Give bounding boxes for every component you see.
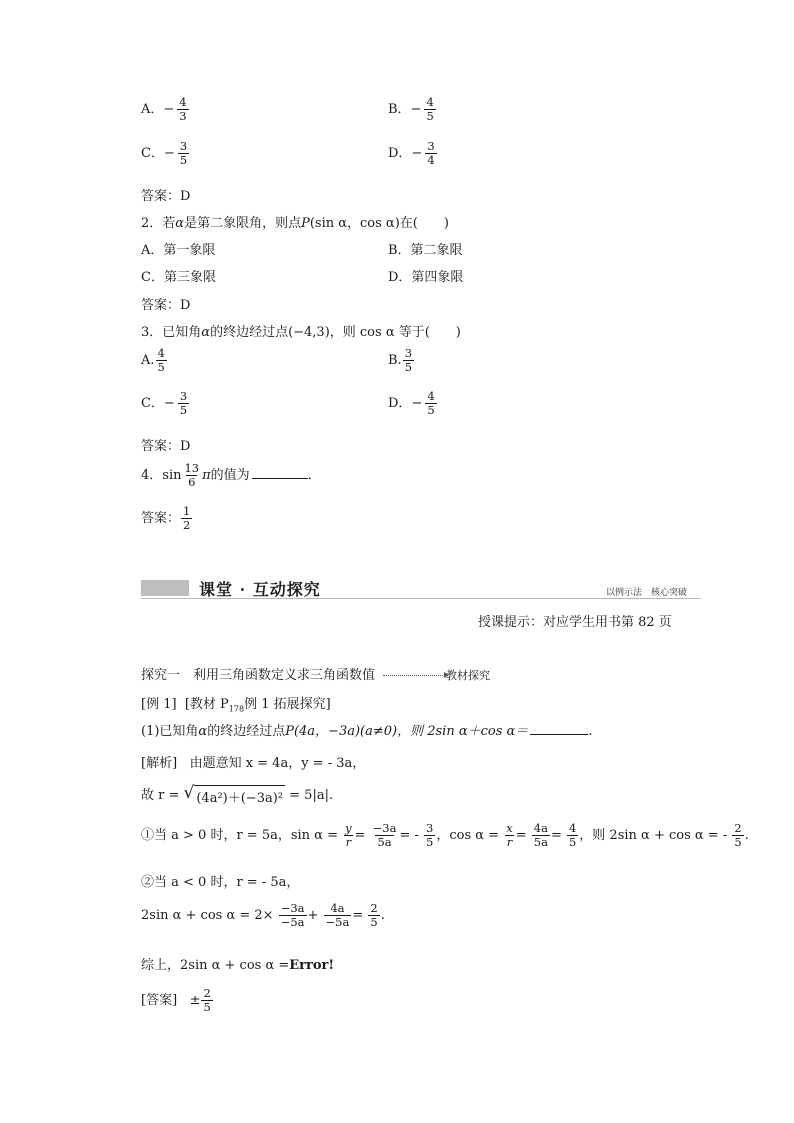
analysis-line: [141, 752, 365, 771]
fraction-denominator: 5: [370, 915, 378, 930]
q1-option-b: [388, 96, 437, 123]
fraction-numerator: 4: [568, 821, 577, 835]
case1-mid: ，cos α =: [436, 828, 500, 844]
section-hint: 授课提示：对应学生用书第 82 页: [478, 615, 672, 630]
q2-option-b: B．第二象限: [388, 243, 463, 258]
case1-frac-5: [532, 822, 550, 849]
fraction-numerator: 2: [203, 986, 211, 1000]
radius-post: = 5|a|.: [289, 788, 334, 803]
fraction-denominator: 5a: [533, 835, 548, 850]
analysis-label: [解析]: [141, 756, 178, 771]
fraction-denominator: r: [345, 835, 352, 850]
calc-line: 2sin α + cos α = 2× $\frac{-3a}{-5a}$ + $\frac{4a}{-5a}$ = $\frac{2}{5}$ .: [141, 901, 385, 930]
fraction-numerator: 3: [426, 821, 434, 835]
case1-frac-1: [343, 822, 354, 849]
q4-stem-pre: 4．sin: [141, 468, 182, 484]
q2-stem: [141, 212, 449, 231]
q2-answer: 答案：D: [141, 298, 191, 313]
fraction-denominator: 5: [179, 403, 188, 418]
fraction-numerator: 4: [179, 95, 187, 109]
q3-option-d-fraction: [425, 390, 436, 417]
problem-pre: (1)已知角: [141, 724, 199, 739]
final-answer-fraction: [201, 987, 212, 1014]
q3-option-b-label: B.: [388, 353, 402, 369]
q1-option-c-sign: −: [163, 146, 175, 162]
fraction-denominator: r: [506, 835, 513, 850]
q1-option-d: [388, 140, 438, 167]
fraction-denominator: 5: [203, 1000, 211, 1015]
q1-option-c: [141, 140, 190, 167]
q3-stem: [141, 321, 461, 340]
q1-option-c-label: C．: [141, 146, 164, 162]
section-divider: [141, 598, 701, 599]
fraction-numerator: 2: [734, 821, 742, 835]
q3-option-d-sign: −: [411, 396, 423, 412]
fraction-numerator: 3: [427, 139, 435, 153]
fraction-numerator: −3a: [372, 821, 397, 835]
q4-pi: π: [202, 468, 211, 484]
example-source-page: 178: [228, 704, 245, 714]
summary-pre: 综上，2sin α + cos α =: [141, 958, 290, 973]
example-label: [例 1]: [141, 697, 177, 712]
q3-option-a: [141, 347, 168, 374]
final-answer-sign: ±: [189, 993, 201, 1009]
case1-frac-2: [371, 822, 399, 849]
q4-answer: [141, 505, 193, 532]
fraction-numerator: 4a: [330, 901, 345, 915]
fraction-denominator: 2: [183, 518, 191, 533]
fraction-numerator: 2: [370, 901, 378, 915]
sqrt-expression: [184, 785, 286, 806]
fraction-denominator: 5: [427, 403, 435, 418]
fraction-denominator: 5: [426, 835, 434, 850]
fraction-denominator: 5: [157, 360, 165, 375]
radius-line: [141, 784, 333, 806]
problem-answer-blank: [530, 722, 588, 735]
q3-option-a-fraction: [156, 347, 167, 374]
q4-fraction: [182, 462, 201, 489]
fraction-denominator: 5: [426, 109, 434, 124]
case1-frac-4: [504, 822, 515, 849]
q1-option-c-fraction: [178, 140, 189, 167]
q1-option-a: [141, 96, 190, 123]
q3-answer: 答案：D: [141, 439, 191, 454]
q1-option-a-label: A．: [141, 102, 164, 118]
q4-answer-label: 答案：: [141, 511, 181, 527]
q2-option-a: A．第一象限: [141, 243, 216, 258]
analysis-text: 由题意知 x = 4a，y = - 3a，: [189, 756, 366, 771]
fraction-numerator: 4: [427, 389, 435, 403]
q4-answer-fraction: [181, 505, 192, 532]
q2-alpha: α: [175, 216, 185, 231]
q1-option-b-fraction: [424, 96, 435, 123]
summary-error: Error!: [289, 958, 335, 973]
example-problem: [141, 720, 592, 739]
case1-frac-3: [424, 822, 435, 849]
fraction-numerator: 4a: [533, 821, 548, 835]
example-source-pre: [教材 P: [184, 697, 229, 712]
fraction-numerator: y: [345, 821, 352, 835]
q4-stem: [141, 462, 321, 489]
arrow-icon: [383, 675, 445, 676]
q2-stem-pre: 2．若: [141, 216, 176, 231]
summary-line: [141, 954, 334, 973]
calc-frac-1: [279, 902, 307, 929]
fraction-numerator: 3: [404, 346, 413, 360]
case2-line: ②当 a < 0 时，r = - 5a，: [141, 875, 300, 890]
q3-option-c-fraction: [178, 390, 189, 417]
fraction-numerator: 1: [183, 504, 191, 518]
q2-point: P: [301, 216, 310, 231]
final-answer: [141, 987, 214, 1014]
q3-option-a-label: A.: [141, 353, 155, 369]
problem-point: P(4a，−3a)(a≠0)，则 2sin α＋cos α＝: [285, 724, 529, 739]
radius-pre: 故 r =: [141, 788, 180, 803]
q3-option-c-label: C．: [141, 396, 164, 412]
problem-alpha: α: [198, 724, 208, 739]
calc-pre: 2sin α + cos α = 2×: [141, 908, 274, 924]
q4-answer-blank: [252, 466, 308, 479]
fraction-numerator: x: [506, 821, 513, 835]
case1-post: ，则 2sin α + cos α =: [579, 828, 719, 844]
case1-pre: ①当 a > 0 时，r = 5a，sin α =: [141, 828, 338, 844]
fraction-denominator: 5a: [377, 835, 392, 850]
section-subtitle: 以例示法 核心突破: [606, 588, 688, 598]
section-marker-bar: [141, 580, 189, 596]
q3-option-b-fraction: [403, 347, 414, 374]
q3-option-d-label: D．: [388, 396, 412, 412]
q1-option-a-sign: −: [163, 102, 175, 118]
q3-stem-pre: 3．已知角: [141, 325, 202, 340]
q3-option-c: [141, 390, 190, 417]
q3-stem-post: 的终边经过点(−4,3)，则 cos α 等于( ): [210, 325, 461, 340]
explore-tag: 教材探究: [446, 669, 491, 682]
problem-mid: 的终边经过点: [207, 724, 286, 739]
q1-answer: 答案：D: [141, 189, 191, 204]
case1-line: ①当 a > 0 时，r = 5a，sin α = $\frac{y}{r}$ = $\frac{-3a}{5a}$ = - $\frac{3}{5}$ ，cos α = $\frac{x}{r}$ = $\frac{4a}{5a}$ = $\frac{4}{5}$ ，则 2sin α + cos α = - $\frac{2}{5}$ .: [141, 821, 749, 850]
fraction-denominator: 3: [179, 109, 187, 124]
q4-stem-end: ．: [307, 468, 321, 484]
case1-frac-6: [567, 822, 578, 849]
calc-frac-3: [368, 902, 379, 929]
fraction-numerator: 13: [184, 461, 200, 475]
radical-icon: √: [183, 783, 195, 803]
q3-option-c-sign: −: [163, 396, 175, 412]
fraction-denominator: 5: [568, 835, 577, 850]
q1-option-d-label: D．: [388, 146, 412, 162]
section-title: 课堂 · 互动探究: [199, 580, 321, 599]
fraction-denominator: 6: [188, 475, 196, 490]
fraction-denominator: 4: [427, 153, 435, 168]
q1-option-b-sign: −: [410, 102, 422, 118]
radicand: (4a²)＋(−3a)²: [194, 785, 285, 806]
example-source-post: 例 1 拓展探究]: [244, 697, 331, 712]
q1-option-b-label: B．: [388, 102, 411, 118]
problem-end: .: [588, 724, 593, 739]
fraction-numerator: 4: [426, 95, 434, 109]
explore-heading: [141, 664, 490, 683]
q2-option-c: C．第三象限: [141, 270, 216, 285]
fraction-denominator: −5a: [280, 915, 305, 930]
q1-option-d-fraction: [425, 140, 436, 167]
q3-option-b: [388, 347, 415, 374]
fraction-denominator: 5: [734, 835, 742, 850]
final-answer-label: [答案]: [141, 993, 178, 1009]
fraction-numerator: 3: [179, 139, 188, 153]
q2-option-d: D．第四象限: [388, 270, 464, 285]
q2-stem-mid: 是第二象限角，则点: [184, 216, 302, 231]
q1-option-a-fraction: [177, 96, 188, 123]
q3-alpha: α: [201, 325, 211, 340]
q3-option-d: [388, 390, 438, 417]
fraction-denominator: −5a: [325, 915, 350, 930]
fraction-denominator: 5: [179, 153, 188, 168]
q4-stem-post: 的值为: [210, 468, 250, 484]
fraction-denominator: 5: [404, 360, 413, 375]
fraction-numerator: 4: [157, 346, 165, 360]
q2-stem-coords: (sin α，cos α)在( ): [309, 216, 449, 231]
fraction-numerator: −3a: [280, 901, 305, 915]
example-header: [141, 693, 331, 714]
fraction-numerator: 3: [179, 389, 188, 403]
case1-frac-7: [732, 822, 743, 849]
calc-frac-2: [324, 902, 352, 929]
explore-title: 探究一 利用三角函数定义求三角函数值: [141, 668, 376, 683]
q1-option-d-sign: −: [411, 146, 423, 162]
